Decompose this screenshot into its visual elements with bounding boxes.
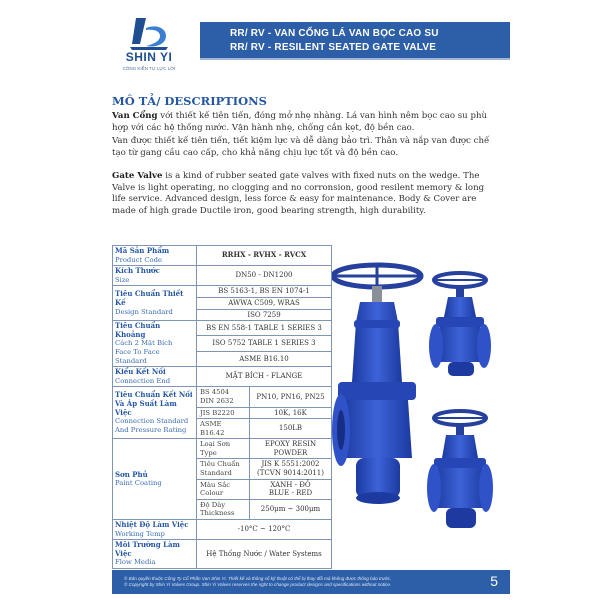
design-standard-1: BS 5163-1, BS EN 1074-1 [197, 286, 332, 298]
label-design-standard: Tiêu Chuẩn Thiết Kế Design Standard [113, 286, 197, 321]
description-en-paragraph [112, 171, 496, 217]
design-standard-2: AWWA C509, WRAS [197, 297, 332, 309]
label-working-temp: Nhiệt Độ Làm Việc Working Temp [113, 520, 197, 540]
value-product-code: RRHX - RVHX - RVCX [197, 246, 332, 266]
page-number: 5 [490, 573, 498, 589]
paint-name-2: Tiêu Chuẩn Standard [197, 459, 250, 479]
row-flow-media [113, 540, 332, 569]
pressure-std-2: JIS B2220 [197, 407, 250, 419]
logo-tagline: CÔNG KIỂN TỰ LỰC LỚI [122, 66, 176, 71]
face-to-face-3: ASME B16.10 [197, 351, 332, 366]
en-text: is a kind of rubber seated gate valves with fixed nuts on the wedge. The Valve is light operating, no clogging and no corronsion, good resilent memory & long life service. Advanced design, less force & easy for maintenance. Body & Cover are made of high grade Ductile iron, good bearing strength, high durability. [112, 171, 485, 216]
face-to-face-1: BS EN 558-1 TABLE 1 SERIES 3 [197, 321, 332, 336]
row-design-standard [113, 286, 332, 298]
row-product-code [113, 246, 332, 266]
paint-val-1: EPOXY RESIN POWDER [250, 439, 332, 459]
value-working-temp: -10°C ~ 120°C [197, 520, 332, 540]
section-title: MÔ TẢ/ DESCRIPTIONS [112, 94, 267, 108]
vi-term: Van Cổng [112, 111, 158, 121]
title-banner [200, 22, 510, 58]
title-english: RR/ RV - RESILENT SEATED GATE VALVE [230, 42, 437, 53]
company-logo [112, 14, 186, 76]
label-connection-end: Kiểu Kết Nối Connection End [113, 367, 197, 387]
en-term: Gate Valve [112, 171, 163, 181]
value-connection-end: MẶT BÍCH - FLANGE [197, 367, 332, 387]
large-valve-image [332, 265, 421, 504]
pressure-val-3: 150LB [250, 419, 332, 439]
title-vietnamese: RR/ RV - VAN CỔNG LÁ VAN BỌC CAO SU [230, 28, 439, 39]
pressure-std-3: ASME B16.42 [197, 419, 250, 439]
shin-yi-logo-icon [112, 14, 186, 54]
description-vi-paragraph-1 [112, 111, 496, 134]
footer-copyright-en: © Copyright by Shin Yi Valves Group. Shin Yi Valves reserves the right to change product designs and specifications without notice. [124, 582, 392, 587]
paint-name-1: Loại Sơn Type [197, 439, 250, 459]
value-flow-media: Hệ Thống Nước / Water Systems [197, 540, 332, 569]
paint-name-3: Màu Sắc Colour [197, 479, 250, 499]
row-face-to-face [113, 321, 332, 336]
paint-val-4: 250μm ~ 300μm [250, 499, 332, 519]
pressure-val-2: 10K, 16K [250, 407, 332, 419]
design-standard-3: ISO 7259 [197, 309, 332, 321]
paint-val-3: XANH - ĐỎ BLUE - RED [250, 479, 332, 499]
specification-table [112, 245, 332, 569]
label-product-code: Mã Sản Phẩm Product Code [113, 246, 197, 266]
row-pressure-rating [113, 387, 332, 407]
label-pressure-rating: Tiêu Chuẩn Kết Nối Và Áp Suất Làm Việc Connection Standard And Pressure Rating [113, 387, 197, 439]
row-connection-end [113, 367, 332, 387]
description-vi-paragraph-2 [112, 136, 496, 159]
paint-name-4: Độ Dày Thickness [197, 499, 250, 519]
label-size: Kích Thước Size [113, 266, 197, 286]
logo-brand-text: SHIN YI [125, 50, 173, 64]
small-valve-image-bottom [427, 411, 493, 528]
value-size: DN50 - DN1200 [197, 266, 332, 286]
vi-text-1: với thiết kế tiên tiến, đóng mở nhẹ nhàng. Lá van hình nêm bọc cao su phù hợp với các hệ thống nước. Vận hành nhẹ, chống cắn kẹt, độ bền cao. [112, 111, 488, 133]
vi-text-2: Van được thiết kế tiên tiến, tiết kiệm lực và dễ dàng bảo trì. Thân và nắp van được chế tạo từ gang cầu cao cấp, cho khả năng chịu lực tốt và độ bền cao. [112, 136, 490, 158]
label-paint-coating: Sơn Phủ Paint Coating [113, 439, 197, 520]
label-face-to-face: Tiêu Chuẩn Khoảng Cách 2 Mặt Bích Face To Face Standard [113, 321, 197, 367]
pressure-std-1: BS 4504 DIN 2632 [197, 387, 250, 407]
face-to-face-2: ISO 5752 TABLE 1 SERIES 3 [197, 336, 332, 351]
row-working-temp [113, 520, 332, 540]
small-valve-image-top [429, 273, 491, 376]
row-size [113, 266, 332, 286]
paint-val-2: JIS K 5551:2002 (TCVN 9014:2011) [250, 459, 332, 479]
footer-copyright-vi: © Bản quyền thuộc Công Ty Cổ Phần Van Shin Yi. Thiết kế và thông số kỹ thuật có thể bị thay đổi mà không được thông báo trước. [124, 576, 392, 581]
gate-valve-illustration [332, 262, 502, 552]
row-paint-coating [113, 439, 332, 459]
footer-band [112, 570, 510, 594]
label-flow-media: Môi Trường Làm Việc Flow Media [113, 540, 197, 569]
banner-underline [200, 58, 510, 60]
pressure-val-1: PN10, PN16, PN25 [250, 387, 332, 407]
